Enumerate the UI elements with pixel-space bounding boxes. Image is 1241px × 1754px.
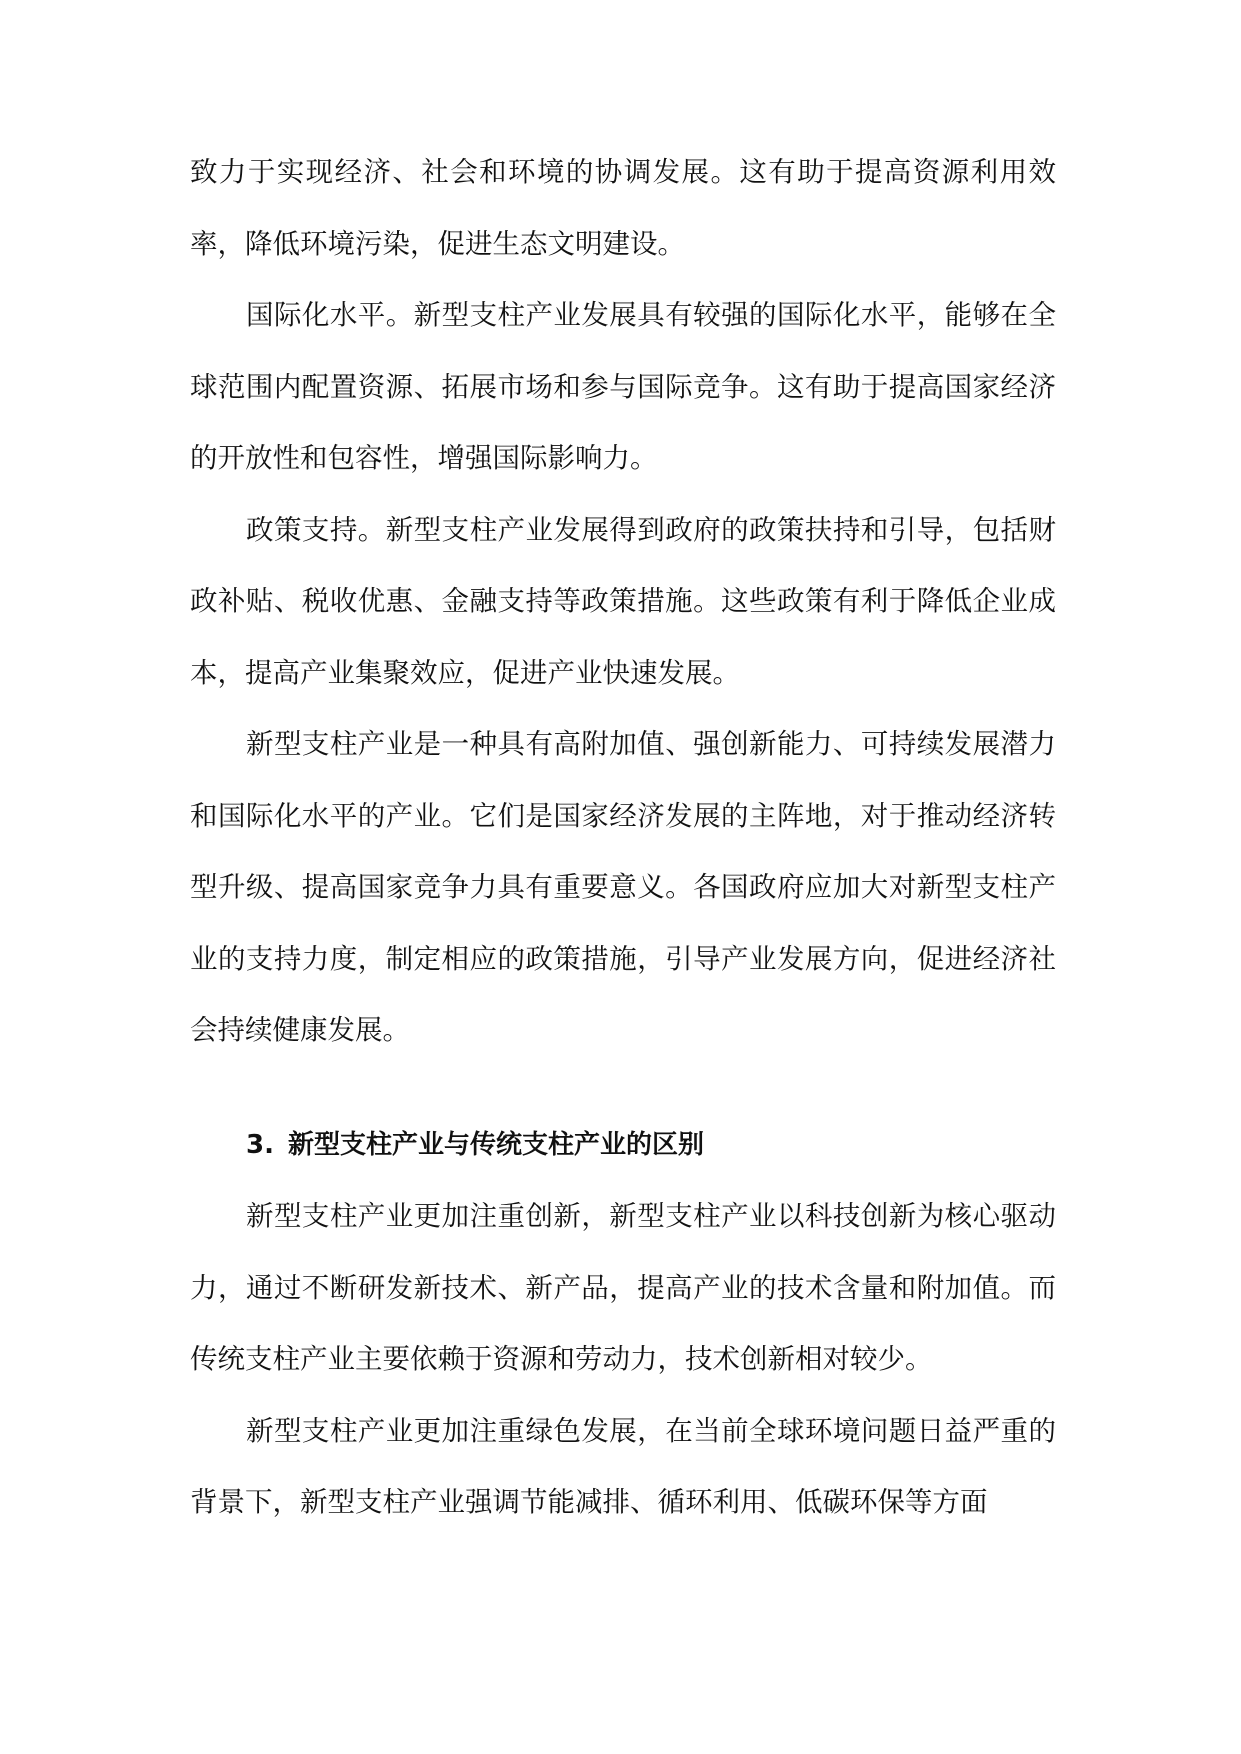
section-title: 新型支柱产业与传统支柱产业的区别 [288,1129,705,1160]
section-heading [190,1110,1056,1182]
paragraph-internationalization: 国际化水平。新型支柱产业发展具有较强的国际化水平，能够在全球范围内配置资源、拓展市场和参与国际竞争。这有助于提高国家经济的开放性和包容性，增强国际影响力。 [190,299,1056,474]
section-number: 3. [246,1129,274,1160]
paragraph-policy-support: 政策支持。新型支柱产业发展得到政府的政策扶持和引导，包括财政补贴、税收优惠、金融支持等政策措施。这些政策有利于降低企业成本，提高产业集聚效应，促进产业快速发展。 [190,513,1056,689]
paragraph-innovation: 新型支柱产业更加注重创新，新型支柱产业以科技创新为核心驱动力，通过不断研发新技术、新产品，提高产业的技术含量和附加值。而传统支柱产业主要依赖于资源和劳动力，技术创新相对较少。 [190,1200,1056,1375]
paragraph-green-development: 新型支柱产业更加注重绿色发展，在当前全球环境问题日益严重的背景下，新型支柱产业强调节能减排、循环利用、低碳环保等方面 [190,1414,1056,1518]
paragraph-summary: 新型支柱产业是一种具有高附加值、强创新能力、可持续发展潜力和国际化水平的产业。它们是国家经济发展的主阵地，对于推动经济转型升级、提高国家竞争力具有重要意义。各国政府应加大对新型支柱产业的支持力度，制定相应的政策措施，引导产业发展方向，促进经济社会持续健康发展。 [190,728,1056,1046]
body-text [190,137,1056,1539]
paragraph-continued: 致力于实现经济、社会和环境的协调发展。这有助于提高资源利用效率，降低环境污染，促进生态文明建设。 [190,156,1056,260]
